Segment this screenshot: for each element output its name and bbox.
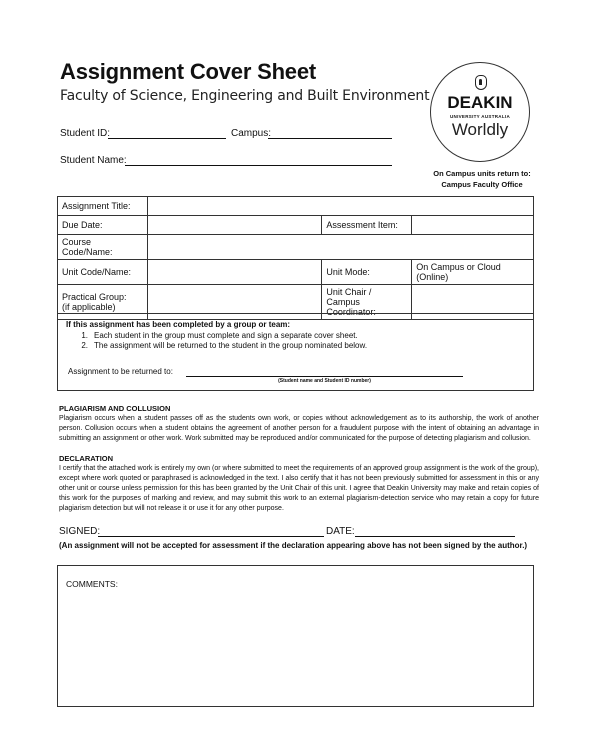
page-title: Assignment Cover Sheet	[60, 59, 317, 84]
date-field[interactable]	[355, 536, 515, 537]
practical-group-label: Practical Group: (if applicable)	[58, 285, 148, 320]
unit-mode-value[interactable]: On Campus or Cloud (Online)	[412, 260, 534, 285]
declaration-section	[59, 454, 539, 514]
signature-note: (An assignment will not be accepted for assessment if the declaration appearing above has not been signed by the author.)	[59, 541, 528, 550]
course-code-field[interactable]	[147, 235, 533, 260]
comments-box[interactable]	[57, 565, 534, 707]
signature-field[interactable]	[98, 536, 324, 537]
declaration-heading: DECLARATION	[59, 454, 114, 463]
due-date-field[interactable]	[147, 216, 321, 235]
return-to-note: (Student name and Student ID number)	[278, 378, 371, 384]
assignment-info-table	[57, 196, 534, 320]
crest-icon	[475, 75, 487, 90]
comments-label: COMMENTS:	[66, 579, 118, 589]
campus-label: Campus:	[231, 128, 272, 139]
campus-field[interactable]	[268, 128, 392, 139]
unit-code-field[interactable]	[147, 260, 321, 285]
page-subtitle: Faculty of Science, Engineering and Built Environment	[60, 88, 430, 104]
student-id-field[interactable]	[108, 128, 226, 139]
list-item: 2. The assignment will be returned to the student in the group nominated below.	[81, 341, 368, 350]
student-id-label: Student ID:	[60, 128, 111, 139]
deakin-logo	[430, 62, 530, 162]
student-name-field[interactable]	[125, 155, 392, 166]
declaration-text: I certify that the attached work is entirely my own (or where submitted to meet the requirements of an approved group assignment is the work of the group), except where work quoted or paraphrased is acknowledged in the text. I also certify that it has not been previously submitted for assessment in this or any other unit or course unless permission for this has been granted by the Unit Chair of this unit. I agree that Deakin University may make and retain copies of this work for the purposes of marking and review, and may submit this work to an external plagiarism-detection service who may retain a copy for future plagiarism detection but will not release it or use it for any other purpose.	[59, 465, 539, 512]
return-instructions: On Campus units return to: Campus Faculty Office	[433, 169, 531, 189]
date-label: DATE:	[326, 526, 355, 537]
assignment-title-field[interactable]	[147, 197, 533, 216]
plagiarism-heading: PLAGIARISM AND COLLUSION	[59, 404, 171, 413]
return-to-label: Assignment to be returned to:	[68, 367, 173, 376]
logo-tagline: Worldly	[451, 120, 509, 139]
student-name-label: Student Name:	[60, 155, 127, 166]
list-item: 1. Each student in the group must complete and sign a separate cover sheet.	[81, 331, 358, 340]
assignment-title-label: Assignment Title:	[58, 197, 148, 216]
group-assignment-box	[57, 313, 534, 391]
plagiarism-text: Plagiarism occurs when a student passes off as the students own work, or copies without acknowledgement as to its authorship, the work of another person. Collusion occurs when a student obtains the agreement of another person for a fraudulent purpose with the intent of obtaining an advantage in submitting an assignment or other work. Work submitted may be reproduced and/or communicated for the purpose of detecting plagiarism and collusion.	[59, 415, 539, 442]
return-to-field[interactable]	[186, 376, 463, 377]
unit-chair-label: Unit Chair / Campus Coordinator:	[322, 285, 412, 320]
due-date-label: Due Date:	[58, 216, 148, 235]
unit-code-label: Unit Code/Name:	[58, 260, 148, 285]
logo-university: UNIVERSITY AUSTRALIA	[449, 114, 510, 119]
group-title: If this assignment has been completed by a group or team:	[66, 320, 291, 329]
assessment-item-field[interactable]	[412, 216, 534, 235]
course-code-label: Course Code/Name:	[58, 235, 148, 260]
assessment-item-label: Assessment Item:	[322, 216, 412, 235]
signed-label: SIGNED:	[59, 526, 101, 537]
plagiarism-section	[59, 404, 539, 444]
group-instructions	[72, 331, 367, 351]
unit-mode-label: Unit Mode:	[322, 260, 412, 285]
logo-name: DEAKIN	[447, 93, 513, 112]
